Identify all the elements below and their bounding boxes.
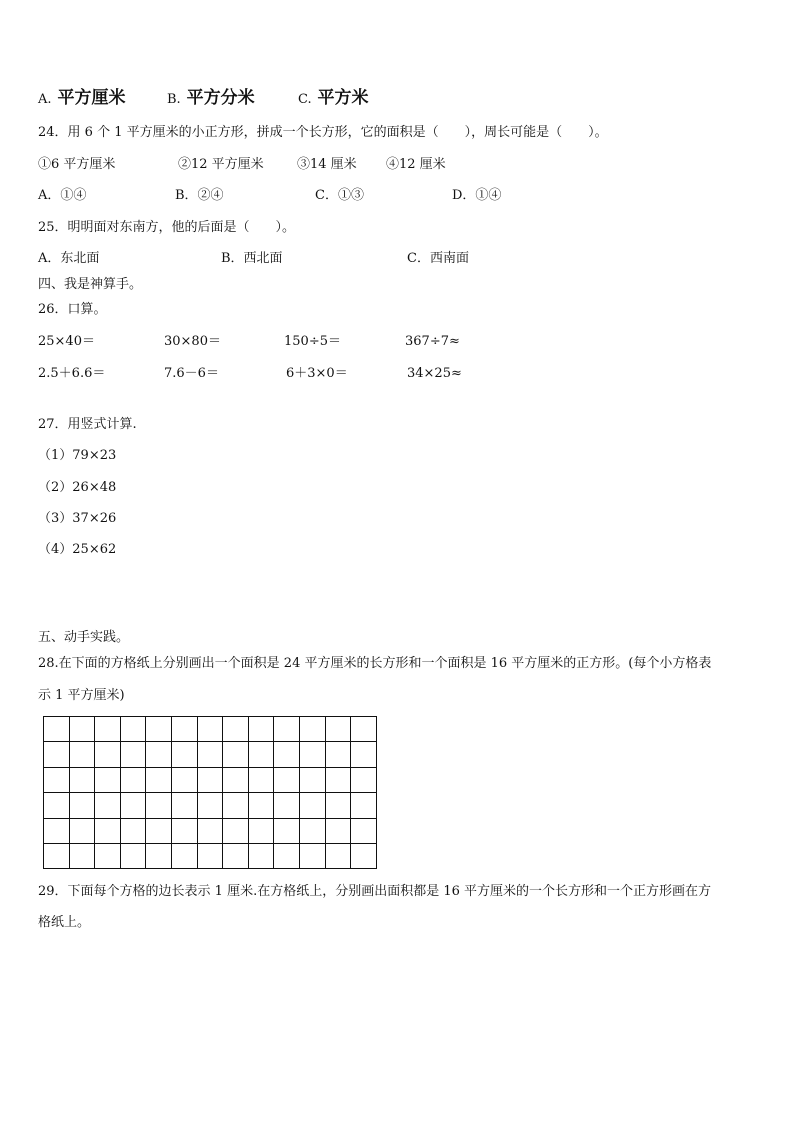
q26-item-4: 367÷7≈ [405, 334, 460, 349]
grid-cell [95, 742, 121, 767]
grid-cell [351, 767, 377, 792]
grid-cell [325, 843, 351, 868]
q27-item-1: （1）79×23 [38, 448, 117, 463]
grid-cell [146, 793, 172, 818]
grid-cell [146, 742, 172, 767]
q26-item-2: 30×80＝ [164, 334, 221, 349]
grid-cell [171, 767, 197, 792]
grid-row [44, 742, 377, 767]
q24-choice-1: ①6 平方厘米 [38, 157, 116, 172]
grid-cell [248, 742, 274, 767]
grid-cell [274, 843, 300, 868]
grid-cell [69, 717, 95, 742]
grid-cell [325, 793, 351, 818]
grid-cell [351, 843, 377, 868]
grid-cell [248, 767, 274, 792]
grid-cell [325, 818, 351, 843]
grid-cell [299, 742, 325, 767]
grid-cell [44, 767, 70, 792]
grid-cell [351, 818, 377, 843]
grid-row [44, 717, 377, 742]
grid-cell [299, 843, 325, 868]
grid-cell [95, 717, 121, 742]
q24-option-d: D．①④ [452, 188, 502, 203]
grid-cell [146, 843, 172, 868]
grid-cell [120, 843, 146, 868]
q24-option-b: B．②④ [175, 188, 224, 203]
grid-cell [120, 793, 146, 818]
q29-question-line1: 29．下面每个方格的边长表示 1 厘米.在方格纸上，分别画出面积都是 16 平方厘米的一个长方形和一个正方形画在方 [38, 884, 712, 899]
grid-cell [223, 843, 249, 868]
grid-cell [120, 767, 146, 792]
grid-cell [44, 717, 70, 742]
grid-cell [95, 793, 121, 818]
grid-cell [69, 843, 95, 868]
grid-cell [325, 767, 351, 792]
q24-choice-3: ③14 厘米 [297, 157, 357, 172]
q26-item-5: 2.5＋6.6＝ [38, 366, 106, 381]
grid-cell [248, 843, 274, 868]
grid-cell [223, 793, 249, 818]
grid-cell [44, 843, 70, 868]
q23-option-a: A. 平方厘米 [38, 88, 126, 108]
grid-cell [299, 717, 325, 742]
grid-cell [69, 767, 95, 792]
q27-item-4: （4）25×62 [38, 542, 117, 557]
grid-cell [223, 767, 249, 792]
grid-cell [299, 818, 325, 843]
q24-choice-2: ②12 平方厘米 [178, 157, 264, 172]
grid-cell [299, 793, 325, 818]
q25-option-a: A．东北面 [38, 251, 100, 266]
section-5-heading: 五、动手实践。 [38, 630, 130, 645]
q26-item-7: 6＋3×0＝ [286, 366, 348, 381]
q27-title: 27．用竖式计算. [38, 417, 137, 432]
q27-item-3: （3）37×26 [38, 511, 117, 526]
grid-cell [146, 818, 172, 843]
q26-item-8: 34×25≈ [407, 366, 462, 381]
q27-item-2: （2）26×48 [38, 480, 117, 495]
q25-option-c: C．西南面 [407, 251, 469, 266]
grid-cell [69, 793, 95, 818]
grid-table [43, 716, 377, 869]
grid-cell [44, 793, 70, 818]
grid-row [44, 793, 377, 818]
grid-row [44, 818, 377, 843]
grid-cell [146, 767, 172, 792]
grid-cell [44, 742, 70, 767]
grid-cell [197, 767, 223, 792]
grid-cell [120, 717, 146, 742]
grid-cell [325, 717, 351, 742]
q24-option-c: C．①③ [315, 188, 364, 203]
q29-question-line2: 格纸上。 [38, 915, 91, 930]
grid-cell [95, 843, 121, 868]
grid-cell [69, 742, 95, 767]
grid-cell [223, 717, 249, 742]
square-grid-paper [43, 716, 377, 869]
grid-cell [197, 717, 223, 742]
q24-question: 24．用 6 个 1 平方厘米的小正方形，拼成一个长方形，它的面积是（ ），周长可能是（ ）。 [38, 125, 608, 140]
grid-row [44, 767, 377, 792]
grid-cell [351, 717, 377, 742]
grid-cell [120, 818, 146, 843]
grid-cell [171, 742, 197, 767]
grid-cell [274, 793, 300, 818]
grid-cell [197, 742, 223, 767]
grid-cell [274, 767, 300, 792]
grid-cell [248, 717, 274, 742]
q26-item-3: 150÷5＝ [284, 334, 341, 349]
grid-cell [197, 818, 223, 843]
q26-item-6: 7.6－6＝ [164, 366, 219, 381]
q26-title: 26．口算。 [38, 302, 107, 317]
q24-option-a: A．①④ [38, 188, 87, 203]
grid-cell [325, 742, 351, 767]
q23-option-c: C. 平方米 [298, 88, 369, 108]
q28-question-line1: 28.在下面的方格纸上分别画出一个面积是 24 平方厘米的长方形和一个面积是 16 平方厘米的正方形。(每个小方格表 [38, 656, 712, 671]
grid-cell [248, 793, 274, 818]
grid-cell [274, 717, 300, 742]
grid-cell [44, 818, 70, 843]
grid-cell [171, 717, 197, 742]
grid-cell [197, 843, 223, 868]
grid-cell [171, 793, 197, 818]
grid-cell [248, 818, 274, 843]
grid-cell [299, 767, 325, 792]
grid-cell [223, 818, 249, 843]
q25-question: 25．明明面对东南方，他的后面是（ ）。 [38, 220, 296, 235]
grid-cell [171, 818, 197, 843]
q23-option-b: B. 平方分米 [167, 88, 255, 108]
grid-cell [351, 793, 377, 818]
q25-option-b: B．西北面 [221, 251, 283, 266]
q28-question-line2: 示 1 平方厘米) [38, 688, 125, 703]
grid-cell [274, 818, 300, 843]
q26-item-1: 25×40＝ [38, 334, 95, 349]
grid-cell [223, 742, 249, 767]
grid-cell [351, 742, 377, 767]
grid-cell [120, 742, 146, 767]
grid-cell [146, 717, 172, 742]
q24-choice-4: ④12 厘米 [386, 157, 446, 172]
grid-cell [197, 793, 223, 818]
grid-cell [171, 843, 197, 868]
grid-cell [274, 742, 300, 767]
section-4-heading: 四、我是神算手。 [38, 277, 143, 292]
grid-cell [95, 818, 121, 843]
grid-cell [69, 818, 95, 843]
grid-cell [95, 767, 121, 792]
grid-row [44, 843, 377, 868]
